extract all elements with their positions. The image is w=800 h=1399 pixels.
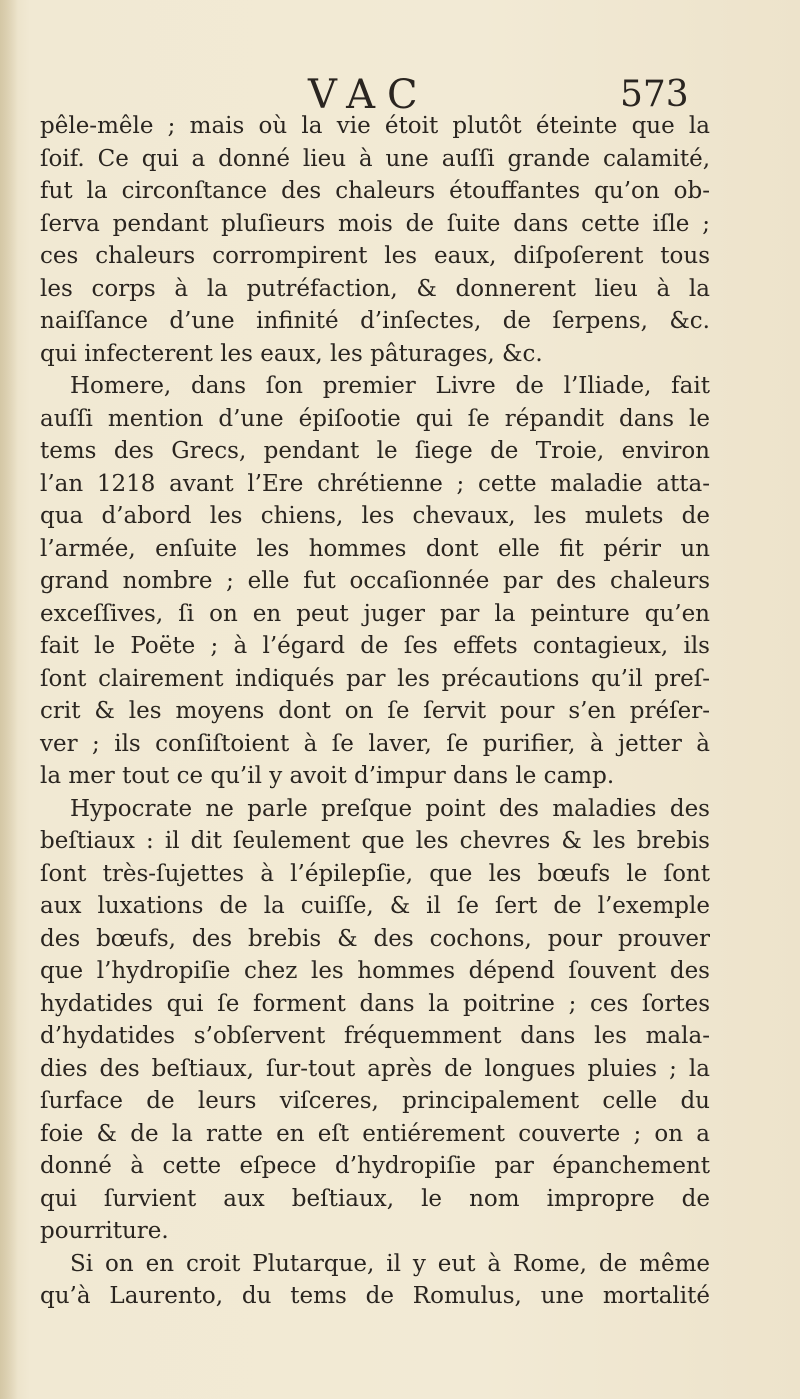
text-line: ver ; ils conſiſtoient à ſe laver, ſe purifier, à jetter à <box>40 730 710 757</box>
text-line: qui ſurvient aux beſtiaux, le nom impropre de <box>40 1185 710 1212</box>
text-line: pourriture. <box>40 1218 169 1244</box>
text-line: d’hydatides s’obſervent fréquemment dans les mala- <box>40 1023 710 1049</box>
text-line: dies des beſtiaux, ſur-tout après de longues pluies ; la <box>40 1055 710 1082</box>
text-line: auſſi mention d’une épiſootie qui ſe répandit dans le <box>40 405 710 432</box>
text-line: qua d’abord les chiens, les chevaux, les mulets de <box>40 503 710 529</box>
text-line: crit & les moyens dont on ſe ſervit pour s’en préſer- <box>40 698 710 724</box>
text-line: qu’à Laurento, du tems de Romulus, une mortalité <box>40 1283 710 1309</box>
text-line: Homere, dans ſon premier Livre de l’Iliade, fait <box>70 373 710 399</box>
text-line: ſont clairement indiqués par les précautions qu’il preſ- <box>40 665 710 692</box>
text-line: la mer tout ce qu’il y avoit d’impur dans le camp. <box>40 763 615 789</box>
text-line: ces chaleurs corrompirent les eaux, diſpoſerent tous <box>40 243 710 269</box>
text-line: aux luxations de la cuiſſe, & il ſe ſert de l’exemple <box>40 893 710 919</box>
body-text <box>40 110 710 1313</box>
text-line: les corps à la putréfaction, & donnerent lieu à la <box>40 275 710 302</box>
text-line: fut la circonſtance des chaleurs étouffantes qu’on ob- <box>40 178 710 204</box>
text-line: ſont très-ſujettes à l’épilepſie, que les bœufs le ſont <box>40 860 710 887</box>
text-line: tems des Grecs, pendant le ſiege de Troie, environ <box>40 438 710 464</box>
text-line: hydatides qui ſe forment dans la poitrine ; ces ſortes <box>40 990 710 1017</box>
page-edge-shadow <box>0 0 18 1399</box>
text-line: grand nombre ; elle fut occaſionnée par des chaleurs <box>40 568 710 594</box>
text-line: que l’hydropiſie chez les hommes dépend ſouvent des <box>40 958 710 984</box>
text-line: ſoif. Ce qui a donné lieu à une auſſi grande calamité, <box>40 145 710 172</box>
text-line: ſurface de leurs viſceres, principalement celle du <box>40 1088 710 1114</box>
text-line: fait le Poëte ; à l’égard de ſes effets contagieux, ils <box>40 633 710 659</box>
text-line: exceſſives, ſi on en peut juger par la peinture qu’en <box>40 600 710 627</box>
text-line: naiſſance d’une infinité d’inſectes, de ſerpens, &c. <box>40 308 710 334</box>
text-line: Hypocrate ne parle preſque point des maladies des <box>70 795 710 822</box>
text-line: l’an 1218 avant l’Ere chrétienne ; cette maladie atta- <box>40 470 710 497</box>
running-head: VAC <box>308 72 430 118</box>
text-line: beſtiaux : il dit ſeulement que les chevres & les brebis <box>40 828 710 854</box>
text-line: foie & de la ratte en eſt entiérement couverte ; on a <box>40 1120 710 1147</box>
text-line: des bœufs, des brebis & des cochons, pour prouver <box>40 925 710 952</box>
text-line: Si on en croit Plutarque, il y eut à Rome, de même <box>70 1250 710 1277</box>
text-line: l’armée, enſuite les hommes dont elle fit périr un <box>40 535 710 562</box>
text-line: donné à cette eſpece d’hydropiſie par épanchement <box>40 1153 710 1179</box>
text-line: pêle-mêle ; mais où la vie étoit plutôt éteinte que la <box>40 113 710 139</box>
text-line: qui infecterent les eaux, les pâturages, &c. <box>40 340 543 367</box>
page-number: 573 <box>620 74 689 115</box>
text-line: ſerva pendant pluſieurs mois de ſuite dans cette iſle ; <box>40 210 710 237</box>
